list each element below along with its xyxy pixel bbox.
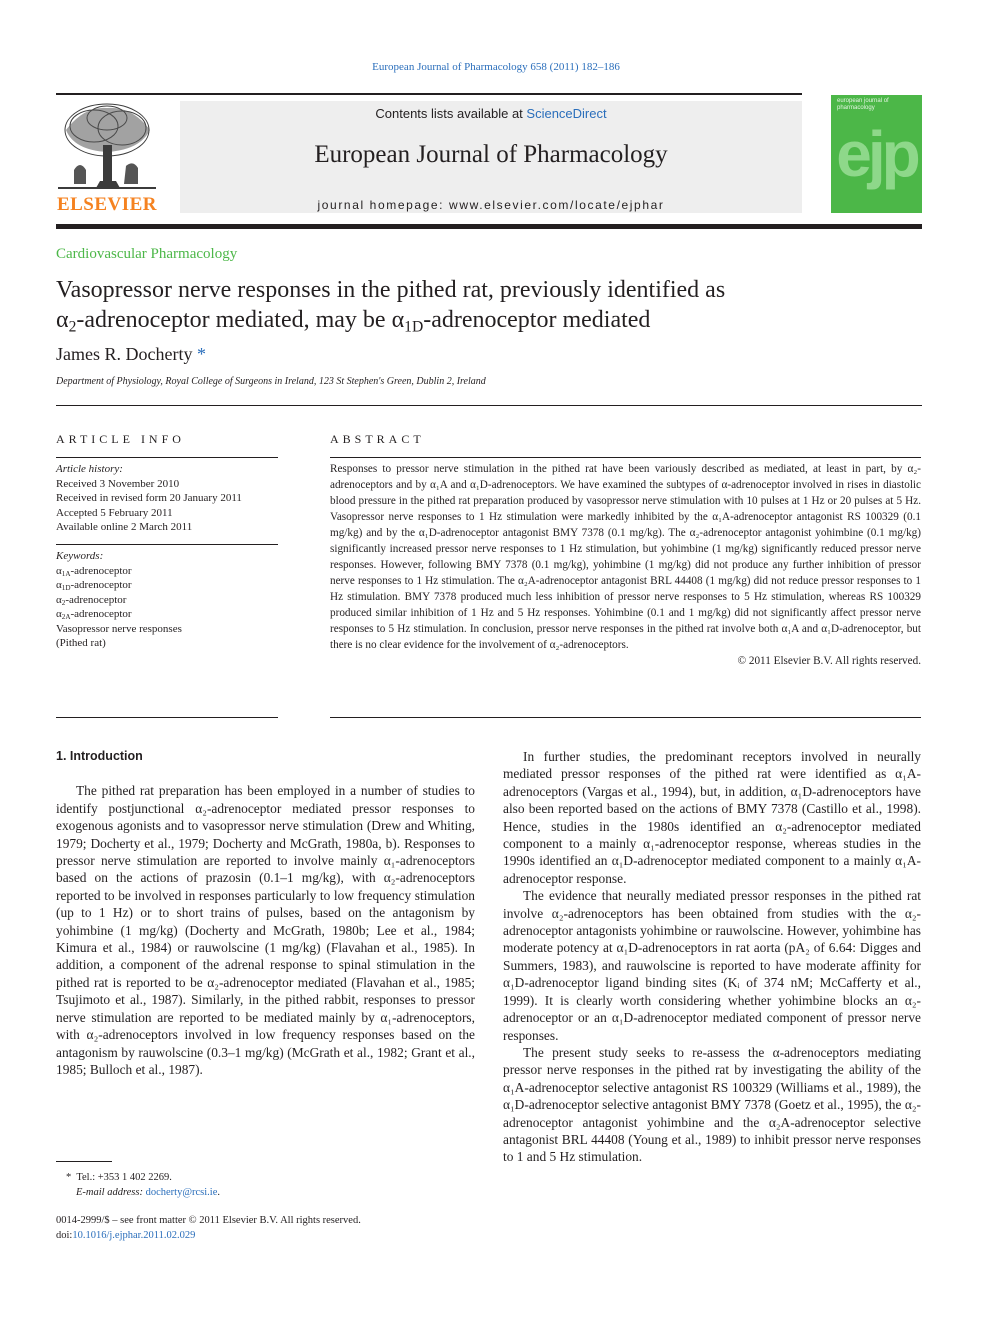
- history-accepted: Accepted 5 February 2011: [56, 506, 173, 519]
- elsevier-tree-icon: [54, 100, 160, 194]
- article-info-bottom-rule: [56, 717, 278, 718]
- issn-line: 0014-2999/$ – see front matter © 2011 Elsevier B.V. All rights reserved.: [56, 1215, 361, 1226]
- abstract-body: [330, 461, 921, 669]
- intro-paragraph-3: The evidence that neurally mediated pressor responses in the pithed rat involve α₂-adrenoceptors has been obtained from studies with the α₂-adrenoceptor antagonists yohimbine or rauwolscine. However, yohimbine has moderate potency at α₁D-adrenoceptors in rat aorta (pA₂ of 6.64: Digges and Summers, 1983), and rauwolscine is reported to have moderate affinity for α₁D-adrenoceptor ligand binding sites (Kᵢ of 374 nM; McCafferty et al., 1999). It is clearly worth considering whether yohimbine blocks an α₂-adrenoceptor or an α₁D-adrenoceptor mediated component of pressor nerve responses.: [503, 888, 921, 1043]
- article-info-rule: [56, 457, 278, 458]
- abstract-rule: [330, 457, 921, 458]
- keyword-item: Vasopressor nerve responses: [56, 622, 182, 635]
- title-alpha: α: [56, 307, 69, 333]
- email-link[interactable]: docherty@rcsi.ie: [145, 1187, 218, 1198]
- article-title: [56, 275, 916, 335]
- section-label: Cardiovascular Pharmacology: [56, 246, 238, 262]
- header-divider: [56, 405, 922, 406]
- contents-prefix: Contents lists available at: [375, 106, 527, 121]
- keywords-label: Keywords:: [56, 550, 104, 562]
- footnote-rule: [56, 1161, 112, 1162]
- history-received: Received 3 November 2010: [56, 477, 180, 490]
- cover-caption: european journal of pharmacology: [837, 98, 889, 111]
- elsevier-wordmark: ELSEVIER: [56, 194, 158, 215]
- article-info-heading: ARTICLE INFO: [56, 432, 185, 446]
- footnote-tel: * Tel.: +353 1 402 2269.: [66, 1172, 172, 1183]
- author-name: James R. Docherty: [56, 344, 193, 364]
- history-online: Available online 2 March 2011: [56, 521, 193, 533]
- author-line: [56, 344, 206, 365]
- footnote-email: E-mail address: docherty@rcsi.ie.: [76, 1187, 221, 1198]
- history-label: Article history:: [56, 463, 123, 475]
- journal-banner: [180, 101, 802, 213]
- sciencedirect-link[interactable]: ScienceDirect: [526, 106, 607, 121]
- abstract-heading: ABSTRACT: [330, 432, 425, 446]
- introduction-heading: 1. Introduction: [56, 749, 143, 763]
- title-sub-2: 2: [68, 318, 77, 336]
- journal-cover: [831, 95, 922, 213]
- doi-line: doi:10.1016/j.ejphar.2011.02.029: [56, 1230, 196, 1241]
- journal-homepage[interactable]: journal homepage: www.elsevier.com/locate/ejphar: [317, 198, 665, 212]
- intro-paragraph-4: The present study seeks to re-assess the α-adrenoceptors mediating pressor nerve responses in the pithed rat by investigating the ability of the α₁A-adrenoceptor selective antagonist RS 100329 (Williams et al., 1989), the α₁D-adrenoceptor selective antagonist BMY 7378 (Goetz et al., 1995), the α₂-adrenoceptor antagonist yohimbine and the α₂A-adrenoceptor selective antagonist BRL 44408 (Young et al., 1989) to inhibit pressor nerve responses to 1 and 5 Hz stimulation.: [503, 1044, 921, 1165]
- keywords-list: [56, 549, 278, 651]
- doi-link[interactable]: 10.1016/j.ejphar.2011.02.029: [72, 1230, 196, 1241]
- keyword-item: $\alpha_{1D}$-adrenoceptor: [56, 579, 132, 593]
- title-sub-1d: 1D: [404, 318, 424, 336]
- front-matter: [56, 1213, 361, 1243]
- contents-line: [180, 106, 802, 121]
- abstract-copyright: © 2011 Elsevier B.V. All rights reserved.: [737, 655, 921, 667]
- abstract-bottom-rule: [330, 717, 921, 718]
- body-column-left: [56, 748, 475, 1078]
- history-revised: Received in revised form 20 January 2011: [56, 492, 242, 504]
- keyword-item: $\alpha_{1A}$-adrenoceptor: [56, 564, 132, 578]
- intro-paragraph-2: In further studies, the predominant receptors involved in neurally mediated pressor responses of the pithed rat were identified as α₁A-adrenoceptors (Vargas et al., 1994), but, in addition, α₁D-adrenoceptors have also been reported based on the actions of BMY 7378 (Castillo et al., 1998). Hence, studies in the 1980s identified an α₂-adrenoceptor mediated component to a mainly α₁-adrenoceptor response, whereas studies in the 1990s identified an α₁D-adrenoceptor mediated component to a mainly α₁A-adrenoceptor response.: [503, 749, 921, 886]
- body-column-right: [503, 748, 921, 1166]
- masthead-bottom-rule: [56, 224, 922, 229]
- article-history: [56, 462, 278, 535]
- keywords-rule: [56, 544, 278, 545]
- keyword-item: $\alpha_2$-adrenoceptor: [56, 593, 127, 607]
- journal-title: European Journal of Pharmacology: [314, 141, 668, 168]
- abstract-text: Responses to pressor nerve stimulation in the pithed rat have been variously described as mediated, at least in part, by α₂-adrenoceptors and by α₁A and α₁D-adrenoceptors. We have examined the subtypes of α-adrenoceptor involved in rises in diastolic blood pressure in the pithed rat preparation produced by vasopressor nerve stimulation with 10 pulses at 1 Hz or 20 pulses at 5 Hz. Vasopressor nerve responses to 1 Hz stimulation were markedly inhibited by the α₁A-adrenoceptor antagonist RS 100329 (0.1 mg/kg) and by the α₁D-adrenoceptor antagonist BMY 7378 (0.1 mg/kg). The α₂-adrenoceptor antagonist yohimbine (0.1 mg/kg) significantly increased pressor nerve responses to 1 Hz stimulation, but yohimbine (1 mg/kg) significantly reduced pressor nerve responses. However, following BMY 7378 (0.1 mg/kg), yohimbine (1 mg/kg) did not produce any further inhibition of pressor nerve responses to 1 Hz stimulation. The α₂A-adrenoceptor antagonist BRL 44408 (1 mg/kg) did not reduce pressor responses to 1 Hz stimulation. BMY 7378 produced much less inhibition of pressor nerve responses to 5 Hz stimulation, whereas RS 100329 produced similar inhibition of 1 Hz and 5 Hz responses. Yohimbine (0.1 and 1 mg/kg) did not significantly affect pressor nerve responses to 5 Hz stimulation. In conclusion, pressor nerve responses in the pithed rat involve both α₁A and α₁D-adrenoceptor, but there is no clear evidence for the involvement of α₂-adrenoceptors.: [330, 463, 921, 651]
- title-line-1: Vasopressor nerve responses in the pithed rat, previously identified as: [56, 277, 726, 303]
- intro-paragraph-1: The pithed rat preparation has been employed in a number of studies to identify postjunctional α₂-adrenoceptor mediated pressor responses to exogenous agonists and to vasopressor nerve stimulation (Drew and Whiting, 1979; Docherty et al., 1979; Docherty and McGrath, 1980a, b). Responses to pressor nerve stimulation are reported to involve mainly α₁-adrenoceptors based on the actions of prazosin (0.1–1 mg/kg), with α₂-adrenoceptors reported to be involved in responses particularly to low frequency stimulation (up to 1 Hz) or to short trains of pulses, based on the antagonism by yohimbine (1 mg/kg) (Docherty and McGrath, 1980b; Lee et al., 1984; Kimura et al., 1984) or rauwolscine (1 mg/kg) (Flavahan et al., 1985). In addition, a component of the adrenal response to spinal stimulation in the pithed rat is reported to be α₂-adrenoceptor mediated (Flavahan et al., 1985; Tsujimoto et al., 1987). Similarly, in the pithed rabbit, responses to pressor nerve stimulation are reported to be mediated mainly by α₁-adrenoceptors, with α₂-adrenoceptors involved in low frequency responses based on the antagonism by rauwolscine (0.3–1 mg/kg) (McGrath et al., 1982; Grant et al., 1985; Bulloch et al., 1987).: [56, 783, 475, 1077]
- author-footnote: [66, 1170, 220, 1200]
- corresponding-author-mark[interactable]: *: [196, 344, 206, 364]
- title-end: -adrenoceptor mediated: [423, 307, 651, 333]
- masthead-top-rule: [56, 93, 802, 95]
- journal-citation[interactable]: European Journal of Pharmacology 658 (2011) 182–186: [372, 61, 620, 73]
- affiliation: Department of Physiology, Royal College of Surgeons in Ireland, 123 St Stephen's Green, Dublin 2, Ireland: [56, 376, 486, 387]
- elsevier-logo: [54, 100, 160, 216]
- keyword-item: (Pithed rat): [56, 637, 106, 649]
- title-mid: -adrenoceptor mediated, may be α: [76, 307, 405, 333]
- ejp-logo: ejp: [836, 118, 917, 190]
- keyword-item: $\alpha_{2A}$-adrenoceptor: [56, 608, 132, 622]
